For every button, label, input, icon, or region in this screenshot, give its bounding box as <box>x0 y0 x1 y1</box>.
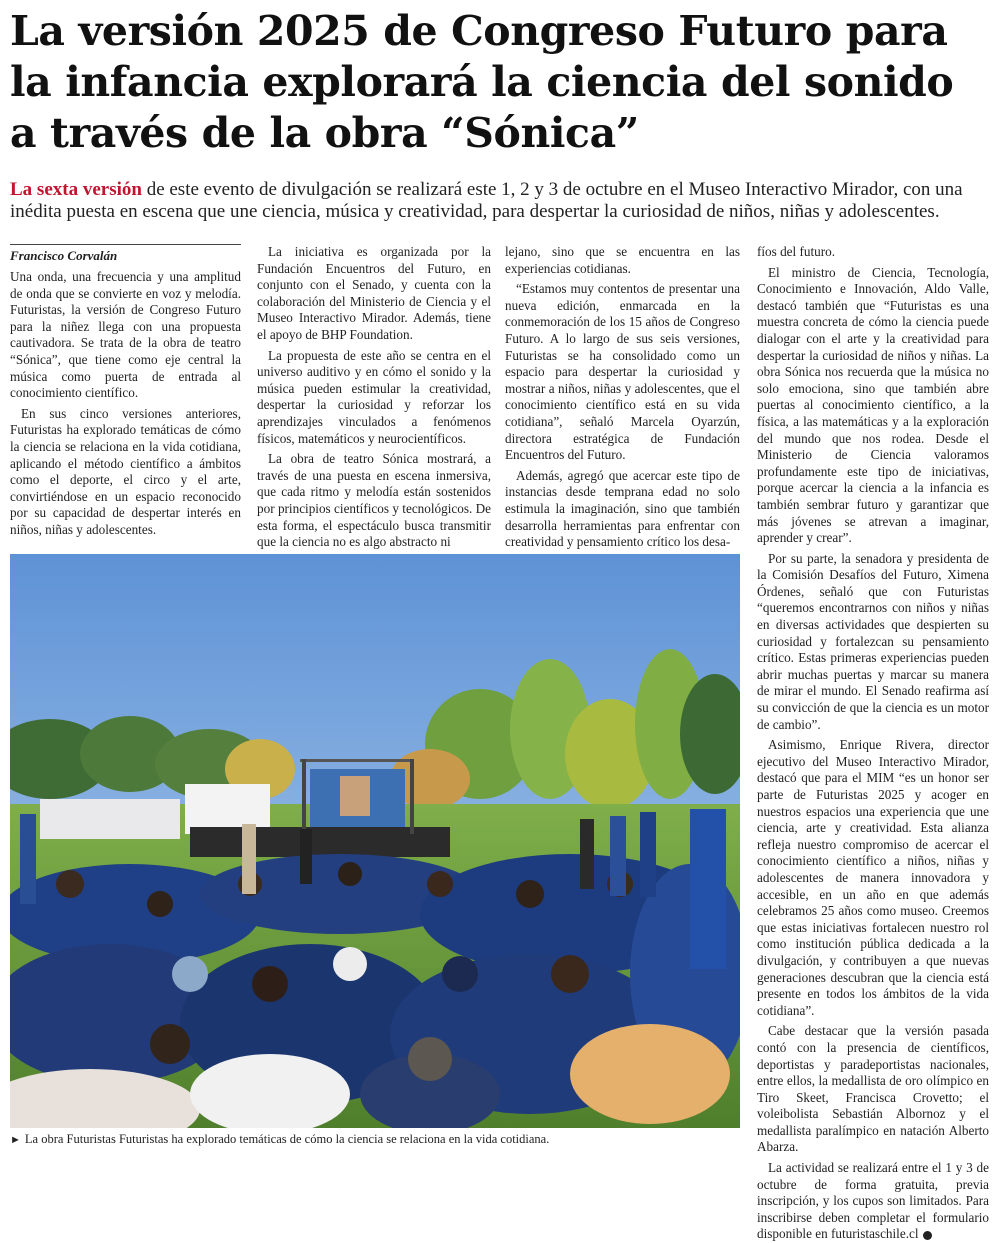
lead-paragraph <box>10 179 985 223</box>
paragraph: La obra de teatro Sónica mostrará, a través de una puesta en escena inmersiva, que cada ritmo y melodía están sostenidos por principios científicos y tecnológicos. De esta forma, el espectáculo busca transmitir que la ciencia no es algo abstracto ni <box>257 451 491 550</box>
paragraph: Una onda, una frecuencia y una amplitud de onda que se convierte en voz y melodía. Futuristas, la versión de Congreso Futuro para la niñez llega con una propuesta cautivadora. Se trata de la obra de teatro “Sónica”, que tiene como eje central la música como puerta de entrada al conocimiento científico. <box>10 269 241 401</box>
paragraph: La propuesta de este año se centra en el universo auditivo y en cómo el sonido y la música pueden estimular la creatividad, despertar la curiosidad y reforzar los aprendizajes vinculados a fenómenos físicos, matemáticos y neurocientíficos. <box>257 347 491 446</box>
paragraph: “Estamos muy contentos de presentar una nueva edición, enmarcada en la conmemoración de los 15 años de Congreso Futuro. A lo largo de sus seis versiones, Futuristas se ha consolidado como un espacio para despertar la curiosidad y mostrar a niños, niñas y adolescentes, que el conocimiento científico está en su vida cotidiana”, señaló Marcela Oyarzún, directora estratégica de Fundación Encuentros del Futuro. <box>505 281 740 463</box>
paragraph: Por su parte, la senadora y presidenta de la Comisión Desafíos del Futuro, Ximena Órdenes, señaló que con Futuristas “queremos encontrarnos con niños y niñas en diversas actividades que despierten su curiosidad y fortalezcan su pensamiento crítico. Estas primeras experiencias pueden abrir muchas puertas y marcar su manera de mirar el mundo. El Senado reafirma así su convicción de que la ciencia es un motor de cambio”. <box>757 550 989 732</box>
article-column-2 <box>257 244 491 551</box>
paragraph <box>757 1160 989 1243</box>
paragraph: Además, agregó que acercar este tipo de instancias desde temprana edad no solo estimula la imaginación, sino que también desarrolla herramientas para enfrentar con creatividad y pensamiento crítico los desa- <box>505 467 740 550</box>
paragraph: lejano, sino que se encuentra en las experiencias cotidianas. <box>505 244 740 276</box>
lead-text: de este evento de divulgación se realizará este 1, 2 y 3 de octubre en el Museo Interactivo Mirador, con una inédita puesta en escena que une ciencia, música y creatividad, para despertar la curiosidad de niños, niñas y adolescentes. <box>10 179 963 222</box>
end-mark-icon <box>923 1231 932 1240</box>
paragraph: En sus cinco versiones anteriores, Futuristas ha explorado temáticas de cómo la ciencia se relaciona en la vida cotidiana, aplicando el método científico a ámbitos como el deporte, el circo y el arte, convirtiéndose en un espacio reconocido por su capacidad de despertar interés en niños, niñas y adolescentes. <box>10 405 241 537</box>
lead-highlight: La sexta versión <box>10 179 142 200</box>
paragraph: Cabe destacar que la versión pasada contó con la presencia de científicos, deportistas y paradeportistas nacionales, entre ellos, la medallista de oro olímpico en Tiro Skeet, Francisca Crovetto; el voleibolista Sebastián Albornoz y el medallista paralímpico en natación Alberto Abarza. <box>757 1023 989 1155</box>
caption-text: La obra Futuristas Futuristas ha explorado temáticas de cómo la ciencia se relaciona en la vida cotidiana. <box>24 1132 550 1146</box>
article-column-4 <box>757 244 989 1243</box>
paragraph: Asimismo, Enrique Rivera, director ejecutivo del Museo Interactivo Mirador, destacó que para el MIM “es un honor ser parte de Futuristas 2025 y acoger en nuestros espacios una experiencia que une ciencia, arte y creatividad. Esta alianza refleja nuestro compromiso de acercar el conocimiento científico a niños, niñas y adolescentes de manera innovadora y accesible, en un año en que además celebramos 25 años como museo. Creemos que estas iniciativas fortalecen nuestro rol como institución pública dedicada a la divulgación, y contribuyen a que nuevas generaciones descubran que la ciencia está presente en todos los ámbitos de la vida cotidiana”. <box>757 737 989 1018</box>
paragraph: La iniciativa es organizada por la Fundación Encuentros del Futuro, en conjunto con el Senado, y cuenta con la colaboración del Ministerio de Ciencia y el Museo Interactivo Mirador. Además, tiene el apoyo de BHP Foundation. <box>257 244 491 342</box>
byline: Francisco Corvalán <box>10 244 241 264</box>
paragraph: El ministro de Ciencia, Tecnología, Conocimiento e Innovación, Aldo Valle, destacó también que “Futuristas es una muestra concreta de cómo la ciencia puede dialogar con el arte y la creatividad para despertar la curiosidad de niños y niñas. La obra Sónica nos recuerda que la música no solo emociona, sino que también abre puertas al conocimiento científico, a la física, a las matemáticas y a la exploración del mundo que nos rodea. Desde el Ministerio de Ciencia valoramos profundamente este tipo de iniciativas, porque acercar la ciencia a la infancia es también sembrar futuro y garantizar que más jóvenes se atrevan a imaginar, aprender y crear”. <box>757 264 989 546</box>
headline: La versión 2025 de Congreso Futuro para la infancia explorará la ciencia del sonido a través de la obra “Sónica” <box>10 7 954 157</box>
article-photo <box>10 554 740 1128</box>
article-column-3 <box>505 244 740 551</box>
photo-caption <box>10 1131 740 1148</box>
paragraph: fíos del futuro. <box>757 244 836 259</box>
audience <box>10 854 740 1128</box>
article-column-1 <box>10 244 241 539</box>
photo-illustration <box>10 554 740 1128</box>
paragraph-text: La actividad se realizará entre el 1 y 3 de octubre de forma gratuita, previa inscripción, y los cupos son limitados. Para inscribirse deben completar el formulario disponible en futuristaschile.cl <box>757 1160 989 1242</box>
caption-arrow-icon: ► <box>10 1134 21 1146</box>
